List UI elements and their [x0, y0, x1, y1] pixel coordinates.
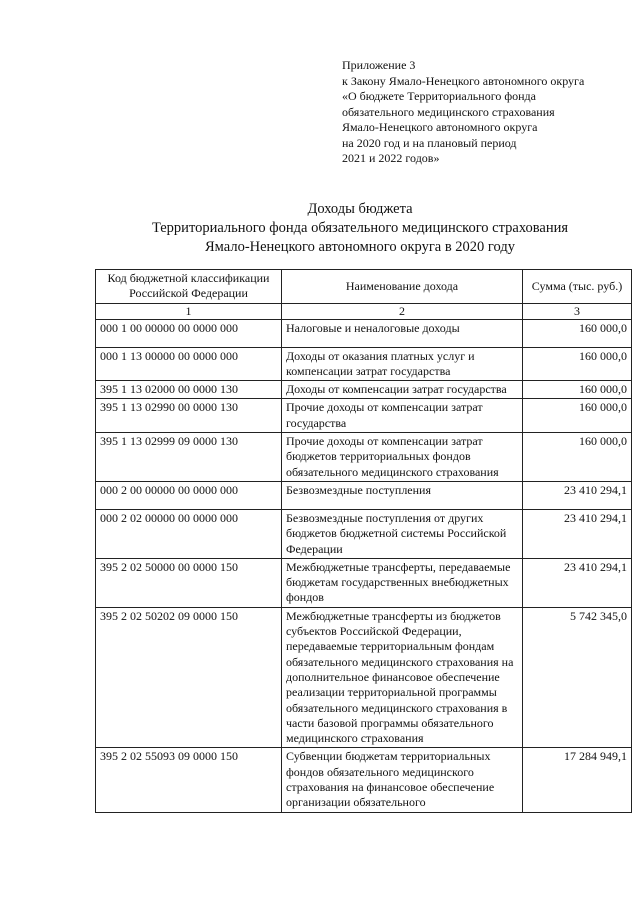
row-code: 000 1 00 00000 00 0000 000 [96, 319, 282, 347]
row-code: 000 2 02 00000 00 0000 000 [96, 509, 282, 558]
row-code: 395 1 13 02999 09 0000 130 [96, 433, 282, 482]
table-row [96, 347, 632, 381]
table-row [96, 433, 632, 482]
revenue-table [95, 269, 632, 813]
row-name: Безвозмездные поступления [282, 481, 523, 509]
column-number: 2 [282, 303, 523, 319]
row-amount: 23 410 294,1 [523, 481, 632, 509]
row-amount: 160 000,0 [523, 399, 632, 433]
document-title [90, 200, 630, 257]
header-name: Наименование дохода [282, 270, 523, 304]
title-line: Доходы бюджета [307, 201, 413, 217]
appendix-line: Ямало-Ненецкого автономного округа [342, 120, 538, 134]
column-number: 3 [523, 303, 632, 319]
row-amount: 5 742 345,0 [523, 607, 632, 748]
row-name: Безвозмездные поступления от других бюджетов бюджетной системы Российской Федерации [282, 509, 523, 558]
row-amount: 160 000,0 [523, 381, 632, 399]
appendix-line: на 2020 год и на плановый период [342, 135, 517, 150]
column-number-row [96, 303, 632, 319]
row-code: 000 2 00 00000 00 0000 000 [96, 481, 282, 509]
row-name: Налоговые и неналоговые доходы [282, 319, 523, 347]
row-code: 395 2 02 50000 00 0000 150 [96, 558, 282, 607]
row-name: Субвенции бюджетам территориальных фондов обязательного медицинского страхования на финансовое обеспечение организации обязательного [282, 748, 523, 812]
table-row [96, 509, 632, 558]
table-row [96, 558, 632, 607]
row-code: 395 1 13 02000 00 0000 130 [96, 381, 282, 399]
row-code: 395 2 02 50202 09 0000 150 [96, 607, 282, 748]
appendix-note [342, 58, 622, 167]
table-row [96, 319, 632, 347]
title-line: Ямало-Ненецкого автономного округа в 2020 году [205, 239, 515, 255]
row-name: Прочие доходы от компенсации затрат государства [282, 399, 523, 433]
appendix-line: Приложение 3 [342, 58, 416, 72]
table-row [96, 748, 632, 812]
header-sum: Сумма (тыс. руб.) [523, 270, 632, 304]
row-amount: 17 284 949,1 [523, 748, 632, 812]
row-name: Межбюджетные трансферты, передаваемые бюджетам государственных внебюджетных фондов [282, 558, 523, 607]
table-row [96, 607, 632, 748]
appendix-line: 2021 и 2022 годов» [342, 151, 440, 165]
row-code: 395 2 02 55093 09 0000 150 [96, 748, 282, 812]
row-amount: 23 410 294,1 [523, 509, 632, 558]
table-row [96, 381, 632, 399]
row-name: Межбюджетные трансферты из бюджетов субъектов Российской Федерации, передаваемые территориальным фондам обязательного медицинского страхования на дополнительное финансовое обеспечение реализации территориальной программы обязательного медицинского страхования в части базовой программы обязательного медицинского страхования [282, 607, 523, 748]
row-code: 000 1 13 00000 00 0000 000 [96, 347, 282, 381]
row-amount: 23 410 294,1 [523, 558, 632, 607]
row-amount: 160 000,0 [523, 319, 632, 347]
row-amount: 160 000,0 [523, 347, 632, 381]
row-name: Доходы от оказания платных услуг и компенсации затрат государства [282, 347, 523, 381]
row-amount: 160 000,0 [523, 433, 632, 482]
column-number: 1 [96, 303, 282, 319]
table-row [96, 399, 632, 433]
table-header-row [96, 270, 632, 304]
row-code: 395 1 13 02990 00 0000 130 [96, 399, 282, 433]
appendix-line: к Закону Ямало-Ненецкого автономного округа [342, 73, 585, 88]
appendix-line: «О бюджете Территориального фонда [342, 89, 536, 103]
row-name: Доходы от компенсации затрат государства [282, 381, 523, 399]
table-row [96, 481, 632, 509]
title-line: Территориального фонда обязательного медицинского страхования [151, 220, 569, 236]
header-code: Код бюджетной классификации Российской Федерации [96, 270, 282, 304]
row-name: Прочие доходы от компенсации затрат бюджетов территориальных фондов обязательного медицинского страхования [282, 433, 523, 482]
appendix-line: обязательного медицинского страхования [342, 104, 555, 119]
